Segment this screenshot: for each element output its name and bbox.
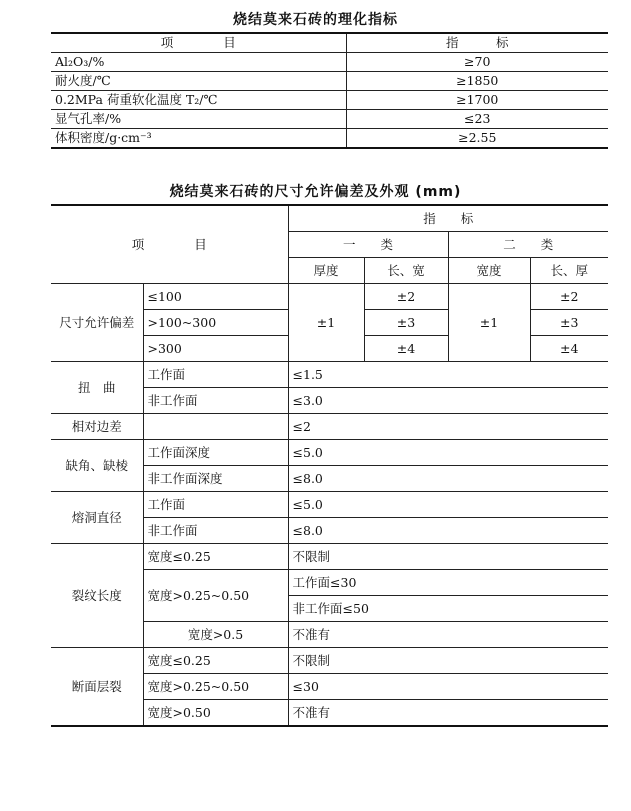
warp-label: 扭 曲 — [51, 362, 143, 414]
table-row — [51, 53, 608, 72]
row-value: ≥70 — [346, 53, 608, 72]
header-c1a: 厚度 — [288, 258, 364, 284]
layer-crack-label: 断面层裂 — [51, 648, 143, 727]
header-c2a: 宽度 — [448, 258, 530, 284]
layer-crack-sub: 宽度≤0.25 — [143, 648, 288, 674]
table-row — [51, 648, 608, 674]
header-item: 项 目 — [51, 205, 288, 284]
table-row — [51, 110, 608, 129]
layer-crack-sub: 宽度>0.50 — [143, 700, 288, 727]
table-header-row — [51, 33, 608, 53]
row-value: ≥2.55 — [346, 129, 608, 149]
chip-sub: 非工作面深度 — [143, 466, 288, 492]
row-value: ≤23 — [346, 110, 608, 129]
size-c1b: ±2 — [364, 284, 448, 310]
size-c2b: ±3 — [530, 310, 608, 336]
chip-value: ≤5.0 — [288, 440, 608, 466]
size-deviation-table — [51, 204, 608, 727]
row-item: 体积密度/g·cm⁻³ — [51, 129, 346, 149]
crack-sub: 宽度>0.25~0.50 — [143, 570, 288, 622]
layer-crack-value: ≤30 — [288, 674, 608, 700]
crack-value: 不限制 — [288, 544, 608, 570]
chip-value: ≤8.0 — [288, 466, 608, 492]
table-row — [51, 129, 608, 149]
size-range: >300 — [143, 336, 288, 362]
table-row — [51, 72, 608, 91]
melt-hole-value: ≤5.0 — [288, 492, 608, 518]
edge-diff-value: ≤2 — [288, 414, 608, 440]
size-dev-label: 尺寸允许偏差 — [51, 284, 143, 362]
warp-value: ≤1.5 — [288, 362, 608, 388]
crack-value: 不准有 — [288, 622, 608, 648]
layer-crack-value: 不准有 — [288, 700, 608, 727]
table-row — [51, 492, 608, 518]
melt-hole-sub: 工作面 — [143, 492, 288, 518]
melt-hole-value: ≤8.0 — [288, 518, 608, 544]
warp-sub: 非工作面 — [143, 388, 288, 414]
row-value: ≥1700 — [346, 91, 608, 110]
crack-sub: 宽度≤0.25 — [143, 544, 288, 570]
table-header-row — [51, 205, 608, 232]
table-row — [51, 284, 608, 310]
melt-hole-label: 熔洞直径 — [51, 492, 143, 544]
size-c1a: ±1 — [288, 284, 364, 362]
chip-label: 缺角、缺棱 — [51, 440, 143, 492]
row-value: ≥1850 — [346, 72, 608, 91]
crack-label: 裂纹长度 — [51, 544, 143, 648]
table2-title: 烧结莫来石砖的尺寸允许偏差及外观 (mm) — [169, 184, 462, 200]
edge-diff-sub — [143, 414, 288, 440]
header-class2: 二 类 — [448, 232, 608, 258]
table1-title: 烧结莫来石砖的理化指标 — [233, 12, 398, 28]
crack-value: 非工作面≤50 — [288, 596, 608, 622]
layer-crack-value: 不限制 — [288, 648, 608, 674]
row-item: 0.2MPa 荷重软化温度 T₂/℃ — [51, 91, 346, 110]
crack-sub: 宽度>0.5 — [143, 622, 288, 648]
header-item: 项 目 — [51, 33, 346, 53]
layer-crack-sub: 宽度>0.25~0.50 — [143, 674, 288, 700]
table-row — [51, 414, 608, 440]
header-c1b: 长、宽 — [364, 258, 448, 284]
size-range: ≤100 — [143, 284, 288, 310]
warp-sub: 工作面 — [143, 362, 288, 388]
edge-diff-label: 相对边差 — [51, 414, 143, 440]
header-index: 指 标 — [288, 205, 608, 232]
size-c2b: ±2 — [530, 284, 608, 310]
table-row — [51, 544, 608, 570]
header-class1: 一 类 — [288, 232, 448, 258]
header-c2b: 长、厚 — [530, 258, 608, 284]
size-c1b: ±4 — [364, 336, 448, 362]
size-c2a: ±1 — [448, 284, 530, 362]
row-item: 显气孔率/% — [51, 110, 346, 129]
warp-value: ≤3.0 — [288, 388, 608, 414]
row-item: 耐火度/℃ — [51, 72, 346, 91]
size-c1b: ±3 — [364, 310, 448, 336]
table-row — [51, 362, 608, 388]
table-row — [51, 440, 608, 466]
header-index: 指 标 — [346, 33, 608, 53]
melt-hole-sub: 非工作面 — [143, 518, 288, 544]
chip-sub: 工作面深度 — [143, 440, 288, 466]
size-range: >100~300 — [143, 310, 288, 336]
crack-value: 工作面≤30 — [288, 570, 608, 596]
row-item: Al₂O₃/% — [51, 53, 346, 72]
size-c2b: ±4 — [530, 336, 608, 362]
physicochemical-table — [51, 32, 608, 149]
table-row — [51, 91, 608, 110]
